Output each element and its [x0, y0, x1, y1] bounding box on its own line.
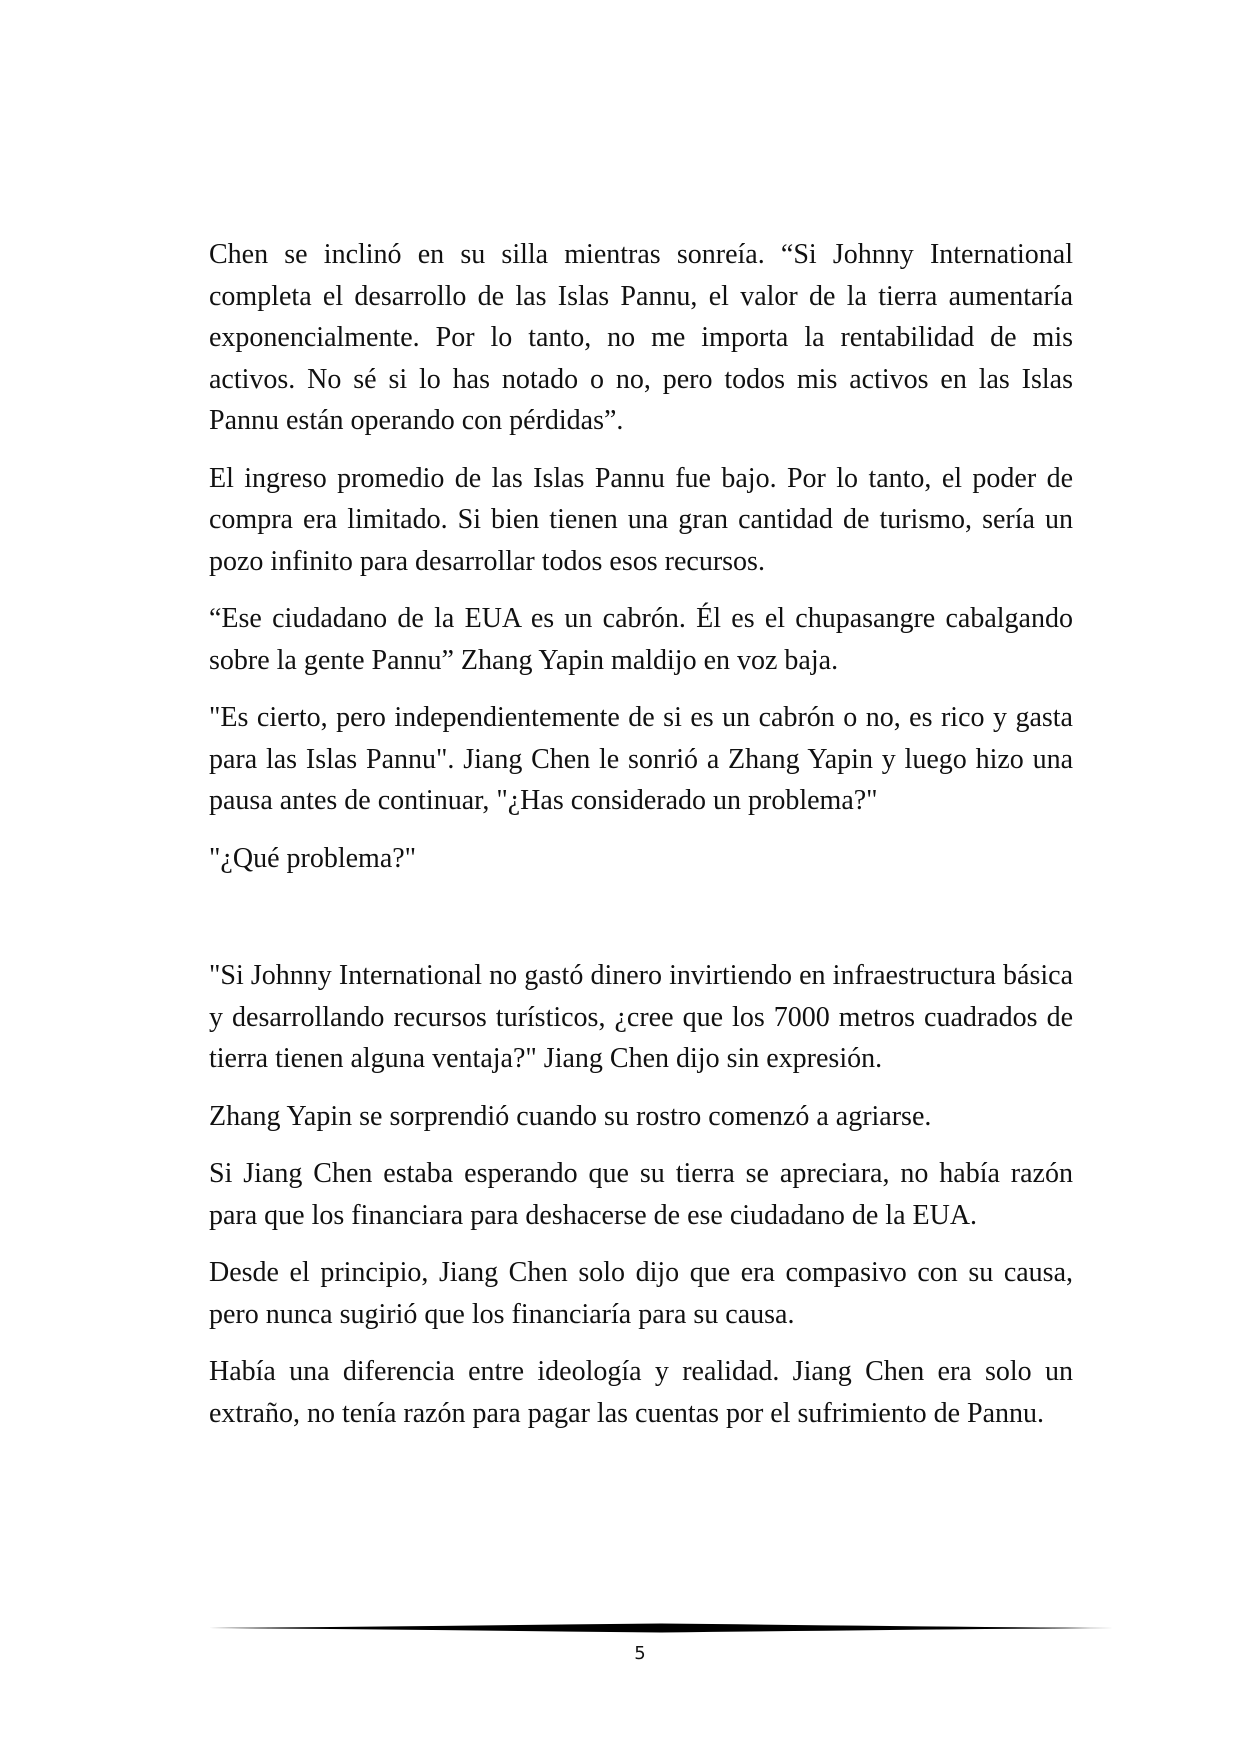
body-text [209, 234, 1073, 1450]
paragraph: "Si Johnny International no gastó dinero invirtiendo en infraestructura básica y desarrollando recursos turísticos, ¿cree que los 7000 metros cuadrados de tierra tienen alguna ventaja?" Jiang Chen dijo sin expresión. [209, 960, 1073, 1074]
paragraph: Había una diferencia entre ideología y realidad. Jiang Chen era solo un extraño, no tenía razón para pagar las cuentas por el sufrimiento de Pannu. [209, 1356, 1073, 1429]
paragraph: Zhang Yapin se sorprendió cuando su rostro comenzó a agriarse. [209, 1100, 932, 1132]
paragraph: “Ese ciudadano de la EUA es un cabrón. Él es el chupasangre cabalgando sobre la gente Pannu” Zhang Yapin maldijo en voz baja. [209, 603, 1073, 676]
paragraph: El ingreso promedio de las Islas Pannu fue bajo. Por lo tanto, el poder de compra era limitado. Si bien tienen una gran cantidad de turismo, sería un pozo infinito para desarrollar todos esos recursos. [209, 462, 1073, 577]
paragraph: "¿Qué problema?" [209, 842, 417, 874]
paragraph: Chen se inclinó en su silla mientras sonreía. “Si Johnny International completa el desarrollo de las Islas Pannu, el valor de la tierra aumentaría exponencialmente. Por lo tanto, no me importa la rentabilidad de mis activos. No sé si lo has notado o no, pero todos mis activos en las Islas Pannu están operando con pérdidas”. [209, 239, 1073, 436]
paragraph: Si Jiang Chen estaba esperando que su tierra se apreciara, no había razón para que los financiara para deshacerse de ese ciudadano de la EUA. [209, 1158, 1073, 1231]
page-number: 5 [634, 1643, 646, 1664]
paragraph: "Es cierto, pero independientemente de si es un cabrón o no, es rico y gasta para las Islas Pannu". Jiang Chen le sonrió a Zhang Yapin y luego hizo una pausa antes de continuar, "¿Has considerado un problema?" [209, 702, 1073, 816]
paragraph: Desde el principio, Jiang Chen solo dijo que era compasivo con su causa, pero nunca sugirió que los financiaría para su causa. [209, 1257, 1073, 1330]
footer-divider [209, 1621, 1114, 1635]
